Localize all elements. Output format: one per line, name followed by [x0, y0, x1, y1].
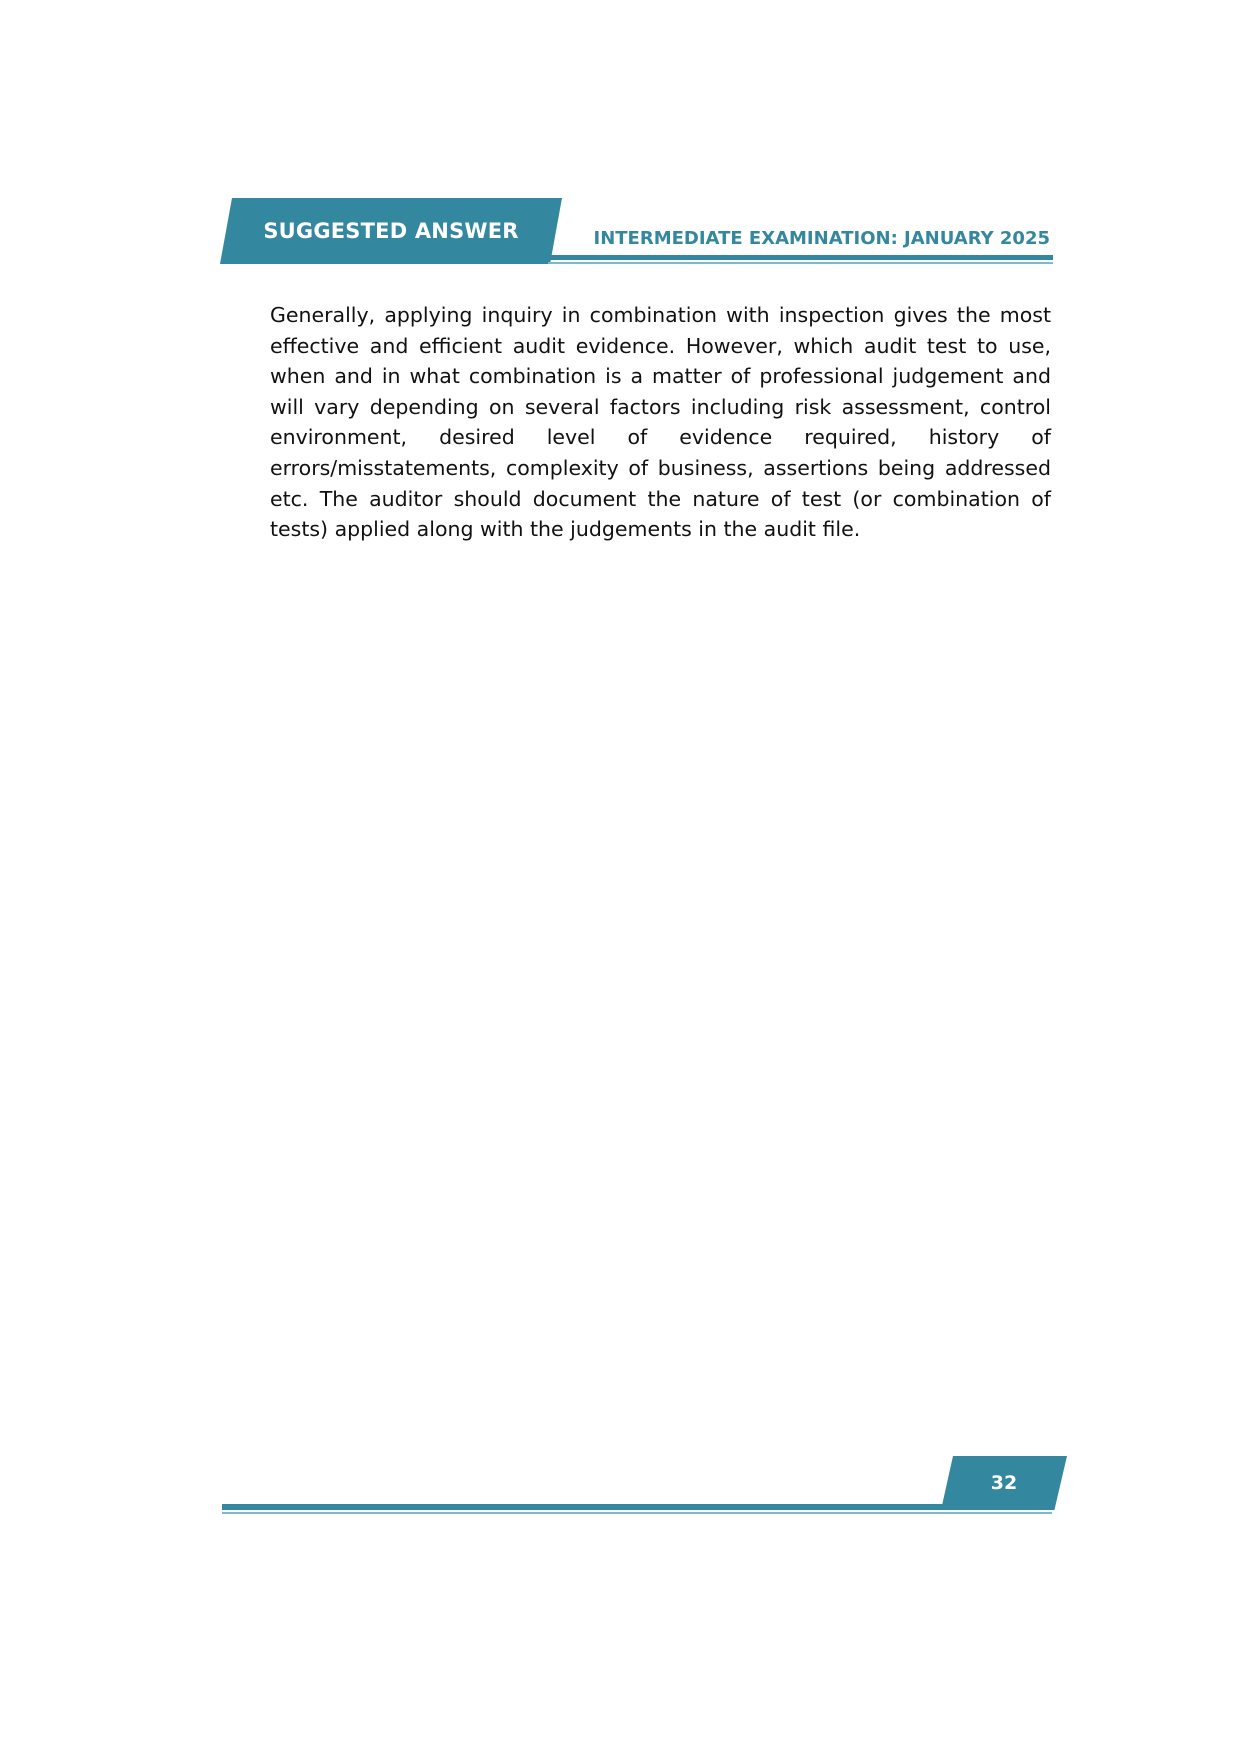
answer-paragraph: Generally, applying inquiry in combination with inspection gives the most effective and efficient audit evidence. However, which audit test to use, when and in what combination is a matter of professional judgement and will vary depending on several factors including risk assessment, control environment, desired level of evidence required, history of errors/misstatements, complexity of business, assertions being addressed etc. The auditor should document the nature of test (or combination of tests) applied along with the judgements in the audit file.	[270, 303, 1051, 542]
suggested-answer-label: SUGGESTED ANSWER	[263, 219, 519, 243]
footer-divider-thin	[222, 1512, 1052, 1514]
exam-title: INTERMEDIATE EXAMINATION: JANUARY 2025	[593, 228, 1050, 249]
header-divider-thin	[548, 262, 1053, 264]
header-divider	[548, 255, 1053, 260]
footer-divider	[222, 1504, 1052, 1510]
page-number: 32	[990, 1472, 1018, 1494]
